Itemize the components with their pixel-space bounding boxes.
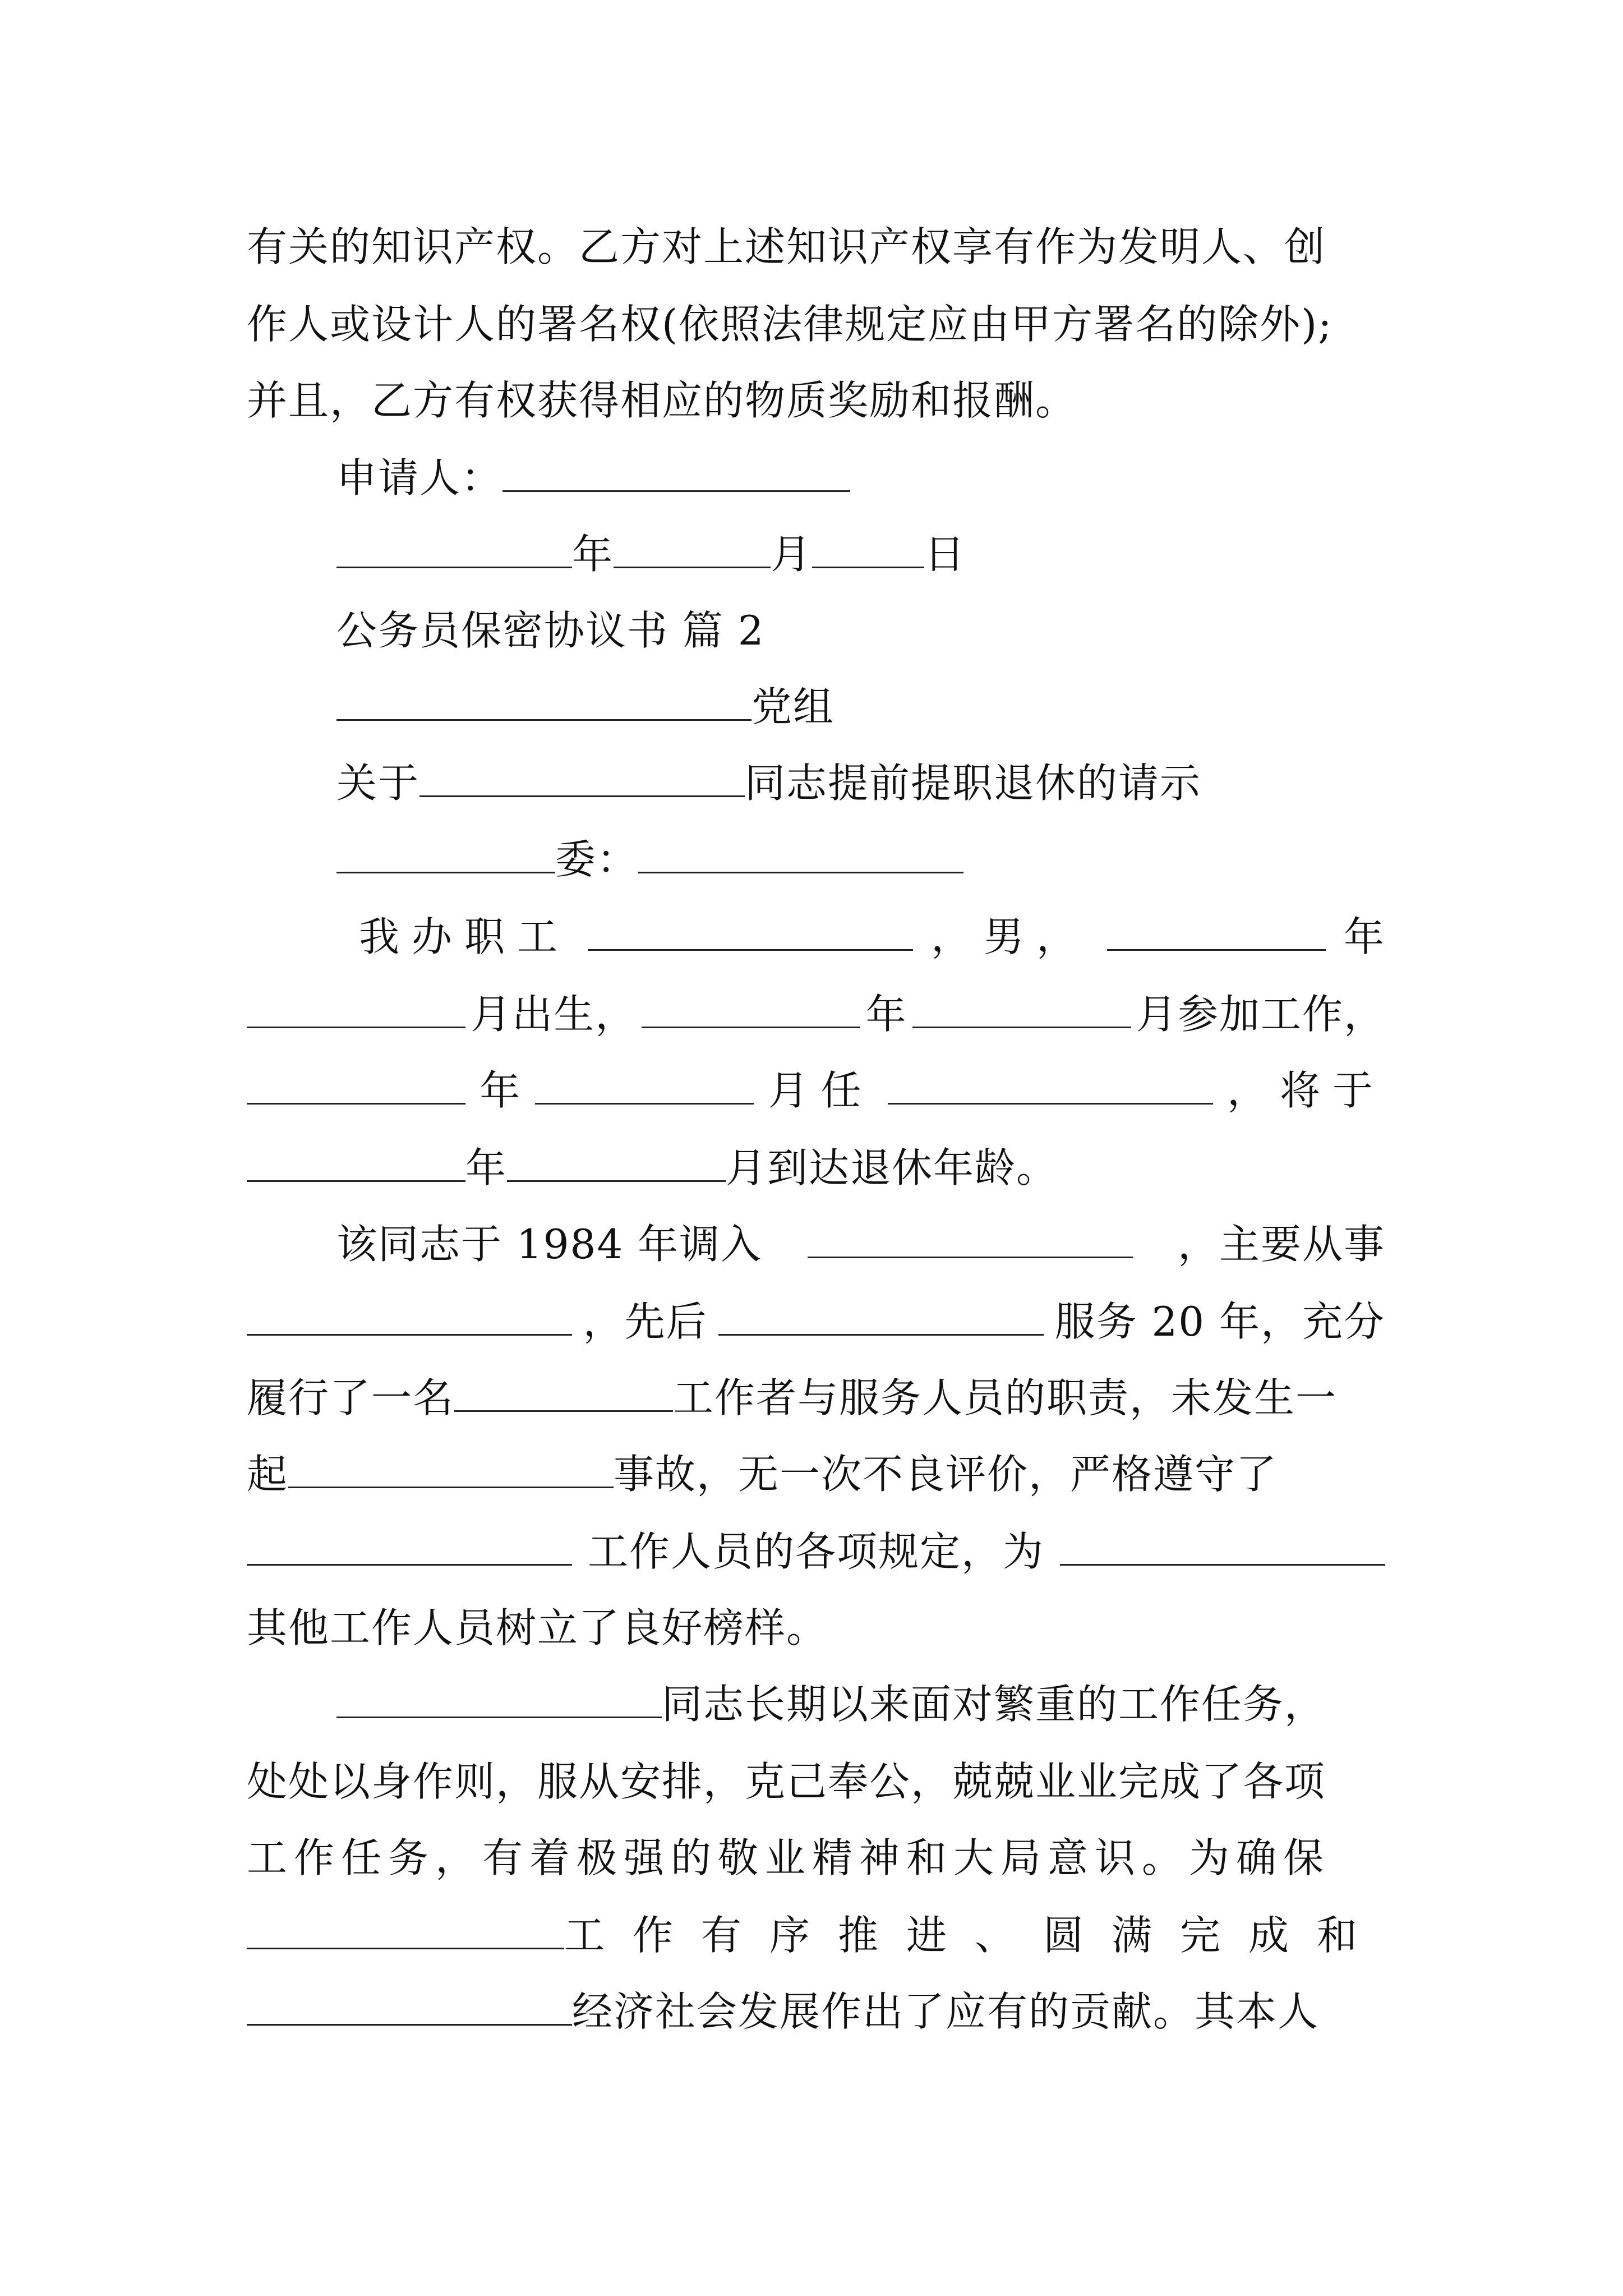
para3-line2: 处处以身作则，服从安排，克己奉公，兢兢业业完成了各项 [247,1758,1326,1805]
service-blank[interactable] [718,1297,1044,1336]
body-line-1 [247,219,1385,275]
para2-line5: 工作人员的各项规定，为 [247,1524,1385,1580]
year-blank[interactable] [336,530,572,568]
request-prefix: 关于 [336,760,420,807]
applicant-label: 申请人： [336,454,503,501]
para1-line1: 我办职工 ，男， 年 [359,913,1385,960]
para1-line4: 年 月到达退休年龄。 [247,1140,1385,1196]
day-blank[interactable] [812,530,924,568]
day-label: 日 [924,531,966,578]
month-label: 月 [771,531,813,578]
work-month-blank[interactable] [912,990,1131,1028]
duty-blank[interactable] [247,1297,572,1336]
applicant-blank[interactable] [502,453,850,492]
para2-line3: 履行了一名 工作者与服务人员的职责，未发生一 [247,1374,1338,1421]
body-text: 有关的知识产权。乙方对上述知识产权享有作为发明人、创 [247,223,1326,270]
position-blank[interactable] [888,1066,1213,1105]
para2-line6: 其他工作人员树立了良好榜样。 [247,1604,828,1651]
para3-line5: 经济社会发展作出了应有的贡献。其本人 [247,1984,1385,2040]
request-title-line [336,755,1385,811]
party-group-line [336,679,1385,735]
committee-blank[interactable] [336,835,555,873]
body-line-3 [247,372,1385,429]
section-title: 公务员保密协议书 篇 2 [336,607,765,654]
unit-blank[interactable] [808,1220,1133,1258]
para2-line2: ，先后 服务 20 年，充分 [247,1294,1385,1350]
employee-name-blank[interactable] [588,912,913,951]
rules-unit-blank[interactable] [247,1527,572,1566]
colleague-name-blank[interactable] [336,1680,662,1718]
para3-line1: 同志长期以来面对繁重的工作任务， [336,1676,1385,1732]
para1-line2: 月出生， 年 月参加工作， [247,986,1385,1042]
worker-type-blank[interactable] [454,1373,673,1412]
retire-month-blank[interactable] [507,1143,726,1182]
request-name-blank[interactable] [419,758,745,797]
para3-line4: 工作有序推进、圆满完成和 [247,1907,1385,1963]
work-year-blank[interactable] [642,990,860,1028]
date-line [336,526,1385,582]
party-group-blank[interactable] [336,682,751,721]
appoint-month-blank[interactable] [535,1066,754,1105]
year-label: 年 [572,531,614,578]
retire-year-blank[interactable] [247,1143,465,1182]
birth-month-blank[interactable] [247,990,465,1028]
applicant-line [336,450,1385,506]
example-unit-blank[interactable] [1060,1527,1385,1566]
body-text: 并且，乙方有权获得相应的物质奖励和报酬。 [247,377,1077,424]
body-line-2 [247,296,1385,352]
birth-year-blank[interactable] [1107,912,1326,951]
para2-line4: 起 事故，无一次不良评价，严格遵守了 [247,1451,1278,1498]
body-text: 作人或设计人的署名权(依照法律规定应由甲方署名的除外); [247,301,1333,348]
committee-label: 委： [555,836,639,883]
accident-type-blank[interactable] [288,1450,614,1488]
committee-name-blank[interactable] [638,835,963,873]
para3-line3: 工作任务，有着极强的敬业精神和大局意识。为确保 [247,1834,1331,1881]
para2-line1: 该同志于 1984 年调入 ，主要从事 [336,1221,1385,1268]
month-blank[interactable] [614,530,771,568]
appoint-year-blank[interactable] [247,1066,465,1105]
work-area-blank[interactable] [247,1911,564,1949]
party-group-label: 党组 [751,683,835,730]
request-suffix: 同志提前提职退休的请示 [745,760,1202,807]
para1-line3: 年 月任 ，将于 [247,1062,1385,1119]
committee-line [336,831,1385,887]
region-blank[interactable] [247,1987,572,2026]
